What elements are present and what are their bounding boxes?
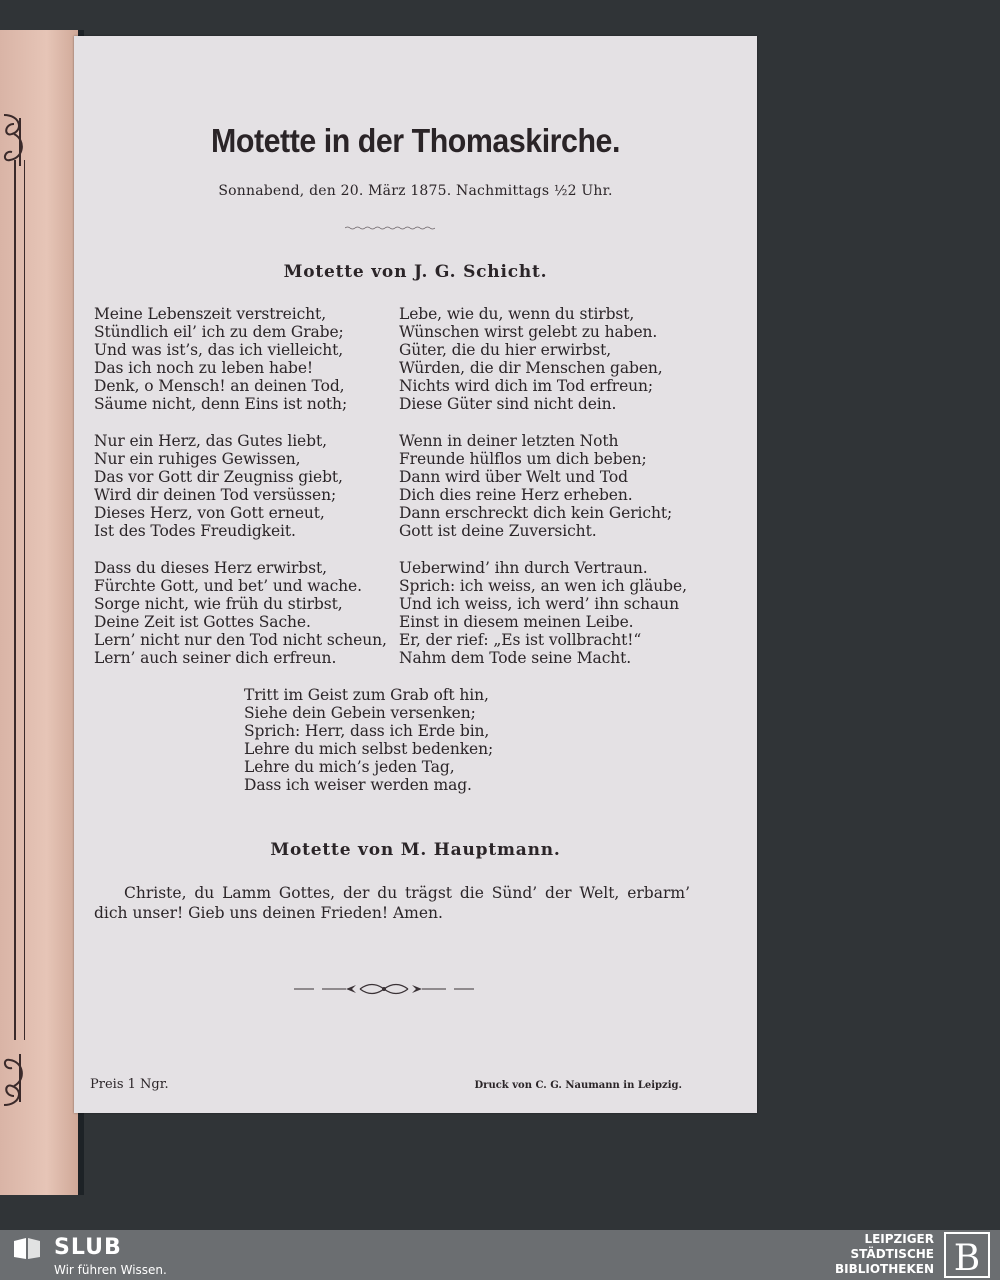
cover-frame-line <box>14 160 25 1040</box>
verse-line: Und was ist’s, das ich vielleicht, <box>94 341 344 359</box>
verse-line: Dass du dieses Herz erwirbst, <box>94 559 327 577</box>
verse-line: Das ich noch zu leben habe! <box>94 359 314 377</box>
verse-line: Säume nicht, denn Eins ist noth; <box>94 395 348 413</box>
corner-ornament-icon <box>0 1050 30 1110</box>
stanza-right-2 <box>399 432 672 540</box>
verse-line: Dann erschreckt dich kein Gericht; <box>399 504 673 522</box>
wavy-divider-icon <box>345 226 435 230</box>
verse-line: Lern’ auch seiner dich erfreun. <box>94 649 337 667</box>
lsb-name <box>835 1232 934 1277</box>
verse-line: Meine Lebenszeit verstreicht, <box>94 305 327 323</box>
verse-line: Ist des Todes Freudigkeit. <box>94 522 296 540</box>
verse-line: Lehre du mich selbst bedenken; <box>244 740 494 758</box>
branding-bar <box>0 1230 1000 1280</box>
printer-imprint: Druck von C. G. Naumann in Leipzig. <box>474 1080 682 1091</box>
verse-line: Dass ich weiser werden mag. <box>244 776 472 794</box>
verse-line: Dich dies reine Herz erheben. <box>399 486 633 504</box>
verse-line: Tritt im Geist zum Grab oft hin, <box>244 686 489 704</box>
ornamental-divider-icon <box>294 981 474 997</box>
program-sheet <box>74 36 757 1113</box>
verse-line: Sprich: Herr, dass ich Erde bin, <box>244 722 490 740</box>
verse-line: Denk, o Mensch! an deinen Tod, <box>94 377 345 395</box>
stanza-closing <box>244 686 493 794</box>
verse-line: Lebe, wie du, wenn du stirbst, <box>399 305 635 323</box>
verse-line: Er, der rief: „Es ist vollbracht!“ <box>399 631 642 649</box>
verse-line: Sprich: ich weiss, an wen ich gläube, <box>399 577 687 595</box>
verse-line: Wird dir deinen Tod versüssen; <box>94 486 337 504</box>
prayer-text: Christe, du Lamm Gottes, der du trägst die Sünd’ der Welt, erbarm’ dich unser! Gieb uns deinen Frieden! Amen. <box>94 884 690 922</box>
stanza-left-1 <box>94 305 347 413</box>
verse-line: Würden, die dir Menschen gaben, <box>399 359 663 377</box>
verse-line: Siehe dein Gebein versenken; <box>244 704 476 722</box>
verse-line: Güter, die du hier erwirbst, <box>399 341 612 359</box>
corner-ornament-icon <box>0 110 30 170</box>
verse-line: Dann wird über Welt und Tod <box>399 468 628 486</box>
verse-line: Wünschen wirst gelebt zu haben. <box>399 323 658 341</box>
page-title: Motette in der Thomaskirche. <box>211 122 620 159</box>
verse-line: Das vor Gott dir Zeugniss giebt, <box>94 468 343 486</box>
verse-line: Wenn in deiner letzten Noth <box>399 432 619 450</box>
book-cover-edge <box>0 30 84 1195</box>
verse-line: Nur ein Herz, das Gutes liebt, <box>94 432 327 450</box>
verse-line: Ueberwind’ ihn durch Vertraun. <box>399 559 648 577</box>
price-label: Preis 1 Ngr. <box>90 1077 169 1092</box>
slub-logo-icon <box>12 1237 42 1261</box>
slub-tagline: Wir führen Wissen. <box>54 1263 167 1277</box>
date-line: Sonnabend, den 20. März 1875. Nachmittags ½2 Uhr. <box>218 183 613 199</box>
verse-line: Und ich weiss, ich werd’ ihn schaun <box>399 595 679 613</box>
verse-line: Lehre du mich’s jeden Tag, <box>244 758 455 776</box>
lsb-logo-letter: B <box>953 1238 981 1278</box>
stanza-left-3 <box>94 559 387 667</box>
lsb-name-line: LEIPZIGER <box>864 1232 934 1246</box>
verse-line: Deine Zeit ist Gottes Sache. <box>94 613 311 631</box>
stanza-left-2 <box>94 432 343 540</box>
stanza-right-1 <box>399 305 663 413</box>
verse-line: Einst in diesem meinen Leibe. <box>399 613 634 631</box>
section-heading-schicht: Motette von J. G. Schicht. <box>283 262 548 282</box>
verse-line: Nahm dem Tode seine Macht. <box>399 649 632 667</box>
lsb-name-line: STÄDTISCHE <box>850 1247 934 1261</box>
verse-line: Nur ein ruhiges Gewissen, <box>94 450 301 468</box>
verse-line: Nichts wird dich im Tod erfreun; <box>399 377 654 395</box>
lsb-logo-icon <box>944 1232 990 1278</box>
stanza-right-3 <box>399 559 687 667</box>
verse-line: Dieses Herz, von Gott erneut, <box>94 504 325 522</box>
section-heading-hauptmann: Motette von M. Hauptmann. <box>270 840 561 860</box>
verse-line: Sorge nicht, wie früh du stirbst, <box>94 595 343 613</box>
verse-line: Fürchte Gott, und bet’ und wache. <box>94 577 362 595</box>
lsb-name-line: BIBLIOTHEKEN <box>834 1262 934 1276</box>
verse-line: Stündlich eil’ ich zu dem Grabe; <box>94 323 344 341</box>
verse-line: Gott ist deine Zuversicht. <box>399 522 597 540</box>
slub-name: SLUB <box>54 1235 122 1260</box>
verse-line: Diese Güter sind nicht dein. <box>399 395 617 413</box>
verse-line: Freunde hülflos um dich beben; <box>399 450 647 468</box>
verse-line: Lern’ nicht nur den Tod nicht scheun, <box>94 631 387 649</box>
